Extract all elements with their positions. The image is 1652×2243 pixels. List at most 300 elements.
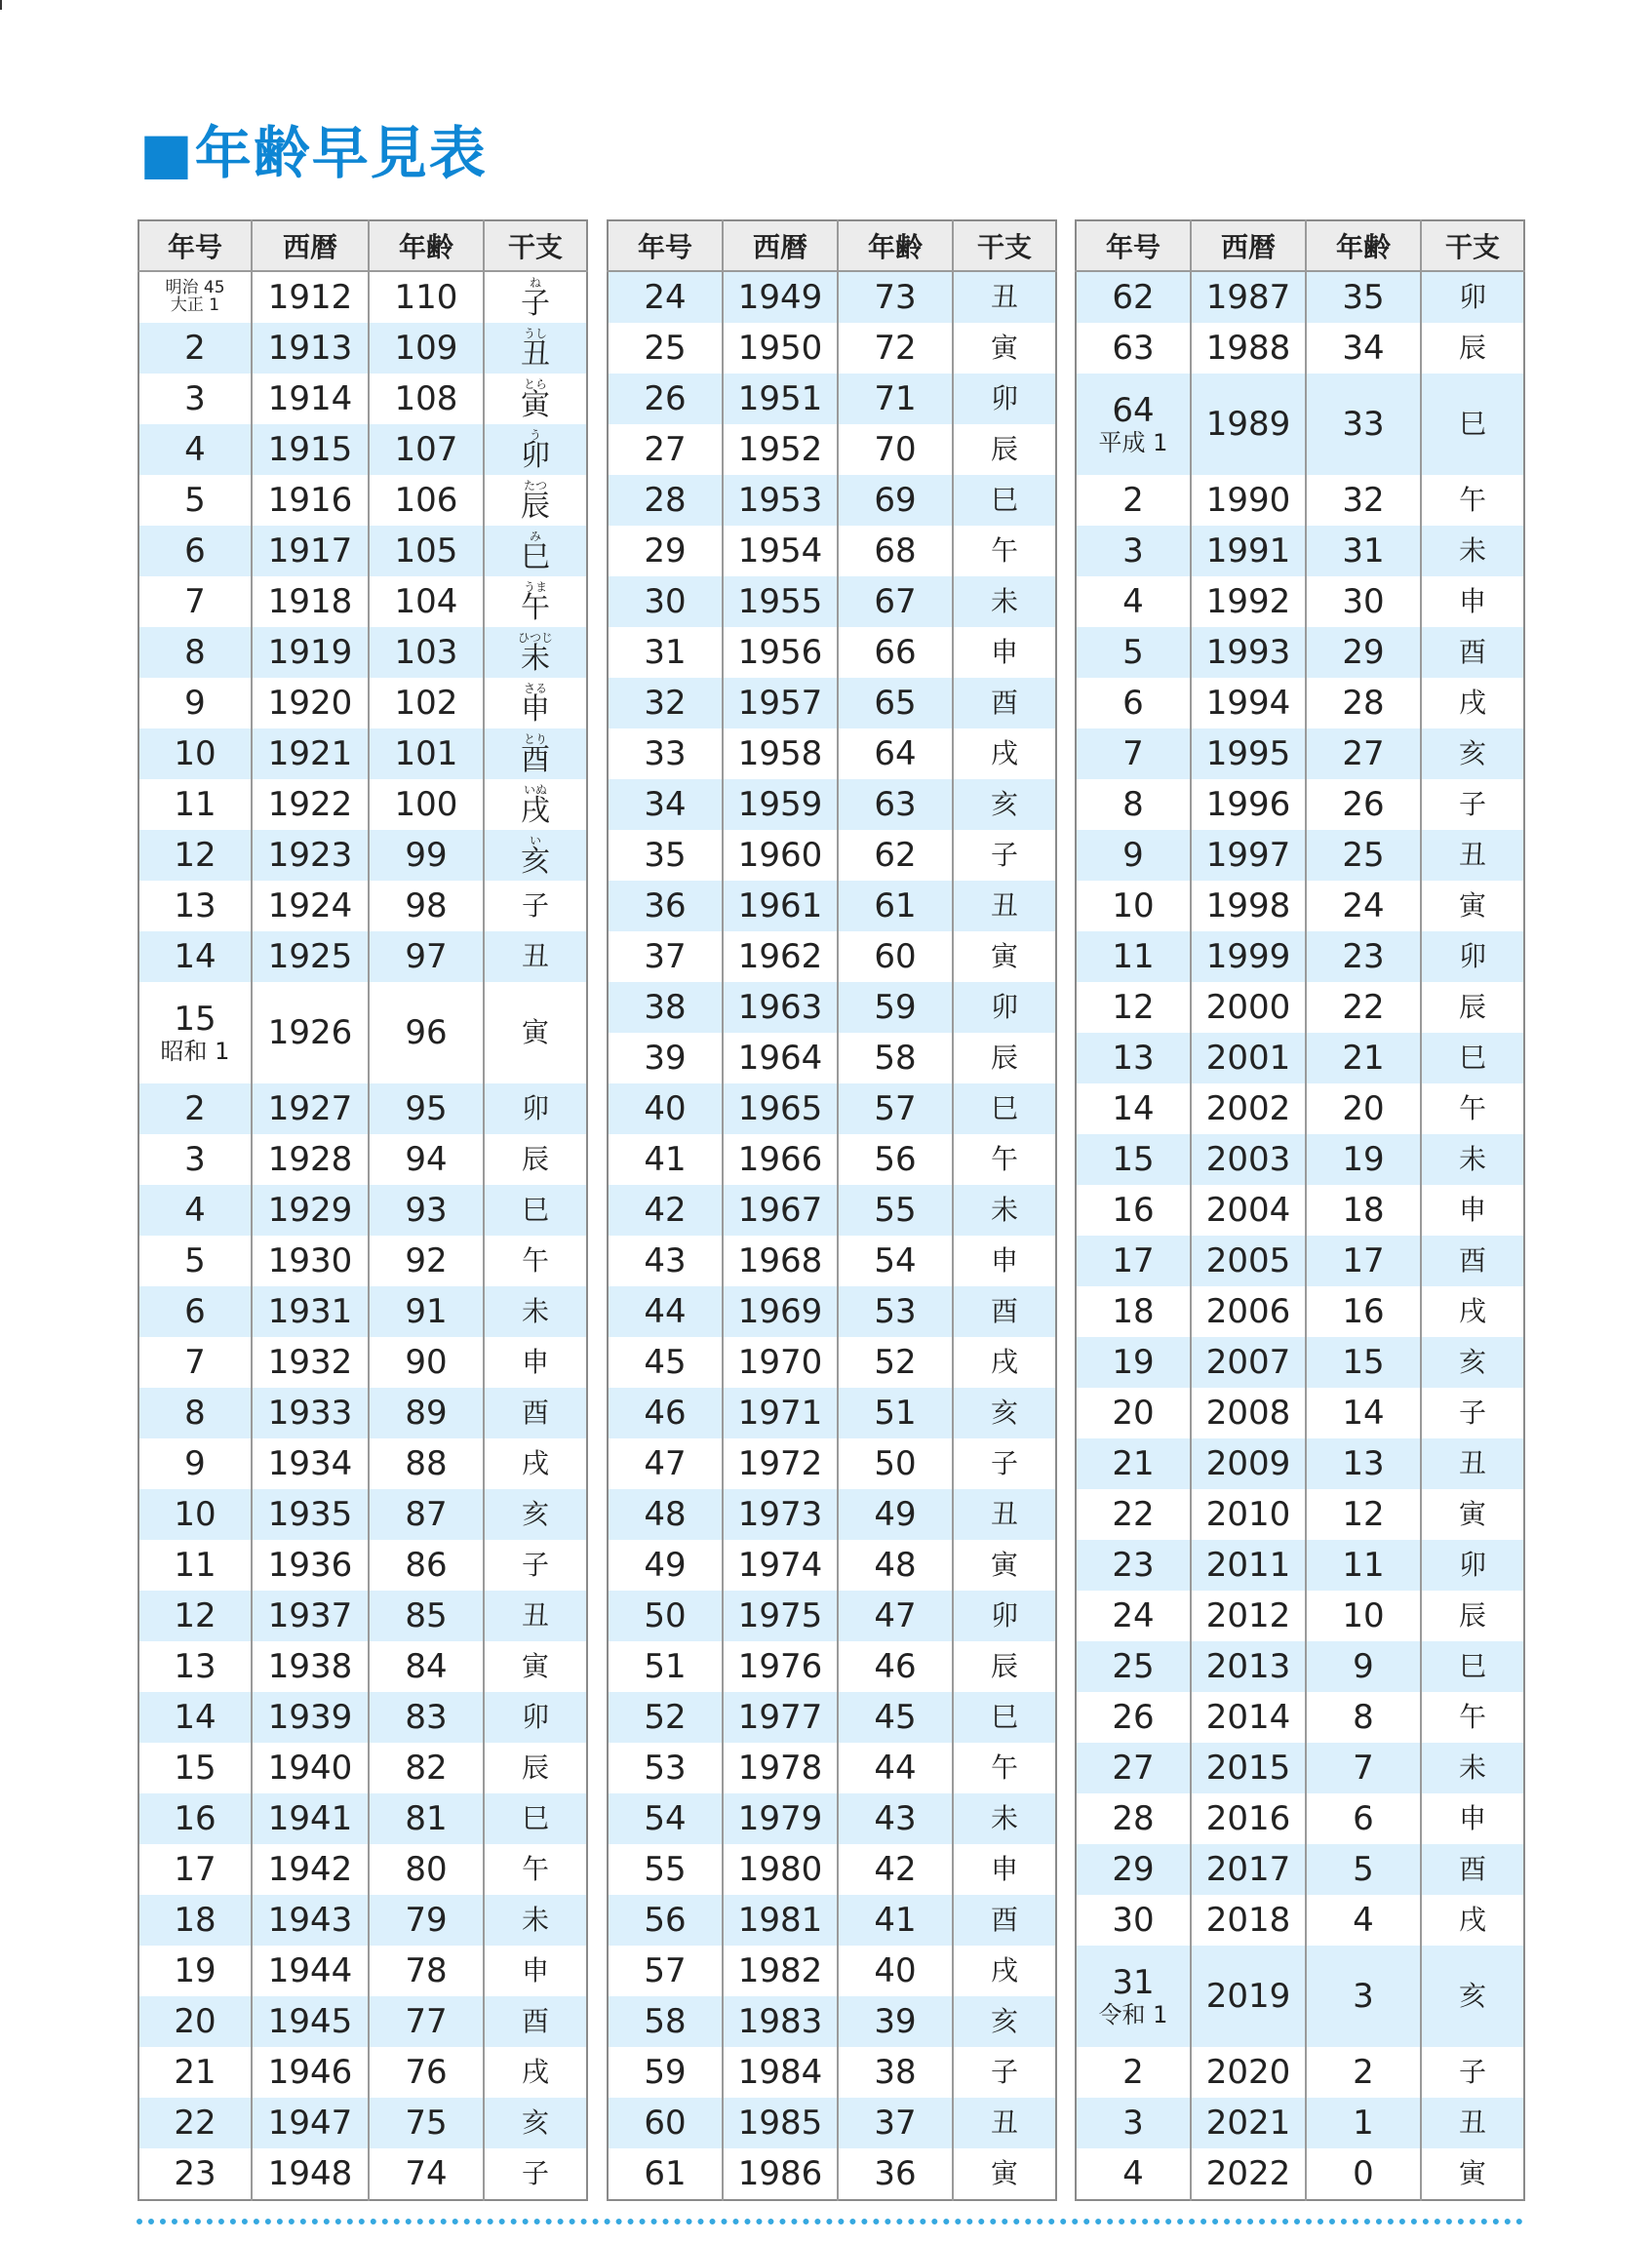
cell-era	[138, 1743, 252, 1793]
era-number: 18	[174, 1901, 216, 1940]
table-row	[608, 830, 1056, 881]
era-number: 7	[184, 582, 206, 621]
era-number: 3	[1122, 2104, 1144, 2143]
table-row	[608, 1337, 1056, 1388]
cell-era	[138, 323, 252, 374]
cell-kanshi: 子	[990, 1447, 1018, 1479]
cell-era	[1076, 1844, 1191, 1895]
cell-year: 1965	[723, 1083, 838, 1134]
table-row	[138, 2098, 587, 2148]
cell-age: 100	[369, 779, 484, 830]
cell-age: 43	[838, 1793, 953, 1844]
cell-era	[1076, 1641, 1191, 1692]
cell-kanshi: 卯	[953, 1591, 1056, 1641]
era-number: 13	[1112, 1039, 1155, 1078]
cell-era	[608, 1083, 723, 1134]
cell-age: 40	[838, 1946, 953, 1996]
era-number: 3	[1122, 531, 1144, 571]
cell-kanshi: 巳	[953, 475, 1056, 526]
cell-kanshi: 未	[953, 1185, 1056, 1236]
cell-age: 105	[369, 526, 484, 576]
cell-era	[138, 627, 252, 678]
era-number: 53	[644, 1749, 687, 1788]
cell-kanshi: 亥	[1421, 1946, 1524, 2047]
cell-kanshi: 卯	[1421, 931, 1524, 982]
cell-age: 91	[369, 1286, 484, 1337]
era-number: 43	[644, 1241, 687, 1280]
cell-era	[138, 1489, 252, 1540]
cell-year: 1975	[723, 1591, 838, 1641]
cell-age: 30	[1306, 576, 1421, 627]
table-row	[1076, 1895, 1524, 1946]
cell-age: 81	[369, 1793, 484, 1844]
cell-kanshi: 巳	[484, 1793, 587, 1844]
cell-kanshi: 申	[521, 1954, 549, 1987]
cell-year: 2005	[1191, 1236, 1306, 1286]
cell-year: 2006	[1191, 1286, 1306, 1337]
cell-age: 86	[369, 1540, 484, 1591]
cell-kanshi: 午	[990, 1751, 1018, 1784]
cell-kanshi: 寅	[521, 1016, 549, 1048]
table-row	[138, 1844, 587, 1895]
era-number: 22	[174, 2104, 216, 2143]
table-row	[1076, 1134, 1524, 1185]
table-row	[138, 830, 587, 881]
cell-era	[608, 1996, 723, 2047]
era-number: 10	[1112, 886, 1155, 925]
furigana: うし	[523, 326, 547, 340]
table-row	[608, 526, 1056, 576]
cell-kanshi: 丑	[953, 2098, 1056, 2148]
cell-kanshi: 戌	[990, 1346, 1018, 1378]
table-row	[608, 1793, 1056, 1844]
age-table-3	[1075, 219, 1525, 2201]
cell-era	[138, 1793, 252, 1844]
new-era-label: 平成 1	[1098, 429, 1168, 456]
cell-kanshi: 辰	[990, 433, 1018, 465]
cell-kanshi: 丑	[953, 1489, 1056, 1540]
cell-kanshi: 寅	[1458, 1498, 1486, 1530]
table-row	[138, 1641, 587, 1692]
cell-kanshi: 巳	[484, 1185, 587, 1236]
cell-era	[608, 323, 723, 374]
furigana: とら	[523, 376, 547, 391]
kanshi-char: 巳	[521, 539, 550, 574]
table-row	[608, 1591, 1056, 1641]
cell-year: 1930	[252, 1236, 369, 1286]
cell-year: 1919	[252, 627, 369, 678]
cell-age: 101	[369, 728, 484, 779]
cell-year: 1937	[252, 1591, 369, 1641]
table-row	[138, 1388, 587, 1438]
cell-year: 1915	[252, 424, 369, 475]
cell-era	[608, 2047, 723, 2098]
cell-age: 66	[838, 627, 953, 678]
cell-kanshi: 子	[990, 2056, 1018, 2088]
cell-kanshi: 亥	[953, 779, 1056, 830]
era-number: 28	[1112, 1799, 1155, 1838]
cell-kanshi: 亥	[484, 1489, 587, 1540]
cell-era	[1076, 1489, 1191, 1540]
era-number: 5	[184, 1241, 206, 1280]
table-row	[1076, 576, 1524, 627]
cell-kanshi: 未	[1421, 1134, 1524, 1185]
cell-age: 25	[1306, 830, 1421, 881]
era-number: 26	[644, 379, 687, 418]
table-row	[1076, 1236, 1524, 1286]
cell-era	[1076, 982, 1191, 1033]
table-row	[138, 1540, 587, 1591]
cell-age: 16	[1306, 1286, 1421, 1337]
cell-era	[138, 678, 252, 728]
cell-age: 38	[838, 2047, 953, 2098]
cell-era	[608, 1793, 723, 1844]
cell-age: 73	[838, 271, 953, 323]
era-number: 20	[174, 2002, 216, 2041]
cell-year: 1981	[723, 1895, 838, 1946]
cell-era	[608, 1236, 723, 1286]
era-number: 19	[1112, 1343, 1155, 1382]
cell-kanshi: 戌	[1458, 1904, 1486, 1936]
table-row	[608, 2148, 1056, 2200]
table-row	[138, 475, 587, 526]
cell-age: 13	[1306, 1438, 1421, 1489]
cell-age: 64	[838, 728, 953, 779]
cell-kanshi: 未	[484, 1895, 587, 1946]
table-row	[138, 576, 587, 627]
cell-age: 108	[369, 374, 484, 424]
era-number: 4	[1122, 582, 1144, 621]
furigana: うま	[523, 579, 547, 594]
table-row	[138, 1946, 587, 1996]
cell-age: 82	[369, 1743, 484, 1793]
cell-year: 2012	[1191, 1591, 1306, 1641]
cell-year: 1933	[252, 1388, 369, 1438]
cell-year: 2016	[1191, 1793, 1306, 1844]
cell-kanshi: 申	[1458, 1802, 1486, 1834]
cell-kanshi: 亥	[1421, 1337, 1524, 1388]
cell-era	[138, 2098, 252, 2148]
era-number: 60	[644, 2104, 687, 2143]
table-row	[608, 728, 1056, 779]
cell-age: 54	[838, 1236, 953, 1286]
cell-year: 1955	[723, 576, 838, 627]
new-era-label: 昭和 1	[160, 1038, 230, 1065]
table-row	[138, 1134, 587, 1185]
cell-age: 0	[1306, 2148, 1421, 2200]
cell-year: 1963	[723, 982, 838, 1033]
cell-year: 1958	[723, 728, 838, 779]
era-number: 14	[174, 937, 216, 976]
cell-era	[1076, 1946, 1191, 2047]
furigana: たつ	[523, 478, 547, 492]
cell-year: 2021	[1191, 2098, 1306, 2148]
cell-era	[1076, 1692, 1191, 1743]
cell-era	[1076, 374, 1191, 475]
table-row	[138, 779, 587, 830]
cell-era	[138, 271, 252, 323]
cell-kanshi: 辰	[1458, 991, 1486, 1023]
table-row	[1076, 931, 1524, 982]
cell-kanshi: 未	[953, 1793, 1056, 1844]
cell-age: 75	[369, 2098, 484, 2148]
era-number: 20	[1112, 1394, 1155, 1433]
table-row	[1076, 1692, 1524, 1743]
cell-age: 65	[838, 678, 953, 728]
cell-kanshi: 卯	[484, 1692, 587, 1743]
cell-age: 61	[838, 881, 953, 931]
cell-age: 68	[838, 526, 953, 576]
era-number: 48	[644, 1495, 687, 1534]
cell-year: 1959	[723, 779, 838, 830]
cell-kanshi: 未	[953, 576, 1056, 627]
cell-kanshi: 申	[990, 1244, 1018, 1277]
cell-year: 2000	[1191, 982, 1306, 1033]
cell-kanshi: 酉	[484, 1388, 587, 1438]
cell-year: 1983	[723, 1996, 838, 2047]
cell-age: 36	[838, 2148, 953, 2200]
table-row	[608, 1895, 1056, 1946]
cell-age: 42	[838, 1844, 953, 1895]
era-number: 15	[1112, 1140, 1155, 1179]
cell-kanshi: 申	[1458, 585, 1486, 617]
cell-era	[1076, 1337, 1191, 1388]
table-row	[1076, 881, 1524, 931]
table-row	[1076, 1388, 1524, 1438]
era-number: 29	[1112, 1850, 1155, 1889]
era-number: 35	[644, 836, 687, 875]
era-number: 56	[644, 1901, 687, 1940]
cell-year: 1982	[723, 1946, 838, 1996]
era-number: 6	[184, 531, 206, 571]
cell-era	[138, 1134, 252, 1185]
era-number: 12	[174, 836, 216, 875]
header-kanshi: 干支	[484, 220, 587, 271]
table-row	[138, 2148, 587, 2200]
cell-year: 1961	[723, 881, 838, 931]
cell-era	[608, 830, 723, 881]
cell-kanshi: 未	[1421, 1743, 1524, 1793]
era-number: 61	[644, 2154, 687, 2193]
cell-kanshi: 卯	[953, 982, 1056, 1033]
cell-year: 1939	[252, 1692, 369, 1743]
furigana: いぬ	[523, 782, 547, 797]
era-number: 14	[1112, 1089, 1155, 1128]
cell-kanshi	[484, 475, 587, 526]
cell-year: 1997	[1191, 830, 1306, 881]
cell-age: 10	[1306, 1591, 1421, 1641]
kanshi-char: 卯	[521, 438, 550, 473]
cell-kanshi: 巳	[953, 1083, 1056, 1134]
table-row	[138, 627, 587, 678]
cell-era	[608, 728, 723, 779]
cell-age: 17	[1306, 1236, 1421, 1286]
table-row	[138, 1185, 587, 1236]
table-row	[138, 1286, 587, 1337]
cell-era	[1076, 475, 1191, 526]
table-row	[1076, 627, 1524, 678]
cell-year: 2003	[1191, 1134, 1306, 1185]
era-number: 17	[1112, 1241, 1155, 1280]
cell-kanshi: 午	[1458, 484, 1486, 516]
cell-kanshi	[484, 526, 587, 576]
cell-era	[138, 2148, 252, 2200]
cell-era	[1076, 271, 1191, 323]
cell-age: 72	[838, 323, 953, 374]
table-row	[608, 271, 1056, 323]
cell-age: 62	[838, 830, 953, 881]
cell-year: 2010	[1191, 1489, 1306, 1540]
cell-kanshi: 戌	[521, 2056, 549, 2088]
cell-year: 1951	[723, 374, 838, 424]
era-number: 58	[644, 2002, 687, 2041]
era-number: 4	[184, 1191, 206, 1230]
era-number: 8	[184, 1394, 206, 1433]
table-row	[608, 1844, 1056, 1895]
cell-age: 7	[1306, 1743, 1421, 1793]
era-number: 22	[1112, 1495, 1155, 1534]
cell-age: 50	[838, 1438, 953, 1489]
cell-kanshi: 子	[1458, 2056, 1486, 2088]
cell-year: 2008	[1191, 1388, 1306, 1438]
cell-era	[138, 1946, 252, 1996]
cell-year: 1932	[252, 1337, 369, 1388]
cell-year: 1940	[252, 1743, 369, 1793]
era-number: 52	[644, 1698, 687, 1737]
cell-age: 58	[838, 1033, 953, 1083]
cell-year: 2015	[1191, 1743, 1306, 1793]
cell-kanshi: 戌	[521, 1447, 549, 1479]
era-number: 27	[1112, 1749, 1155, 1788]
cell-year: 1984	[723, 2047, 838, 2098]
table-row	[608, 374, 1056, 424]
cell-kanshi: 寅	[1458, 2157, 1486, 2189]
cell-era	[608, 1337, 723, 1388]
table-row	[138, 1692, 587, 1743]
cell-era	[138, 1337, 252, 1388]
cell-kanshi: 丑	[1421, 830, 1524, 881]
cell-era	[1076, 2148, 1191, 2200]
cell-age: 56	[838, 1134, 953, 1185]
cell-era	[138, 931, 252, 982]
header-age: 年齢	[1306, 220, 1421, 271]
cell-year: 1936	[252, 1540, 369, 1591]
era-number: 9	[184, 684, 206, 723]
kanshi-with-reading	[521, 531, 550, 572]
cell-age: 89	[369, 1388, 484, 1438]
kanshi-char: 戌	[521, 793, 550, 828]
cell-age: 98	[369, 881, 484, 931]
cell-year: 1923	[252, 830, 369, 881]
era-number: 46	[644, 1394, 687, 1433]
crop-mark	[0, 0, 2, 10]
era-number: 7	[1122, 734, 1144, 773]
table-row	[1076, 323, 1524, 374]
era-number: 13	[174, 1647, 216, 1686]
header-era: 年号	[608, 220, 723, 271]
cell-age: 77	[369, 1996, 484, 2047]
cell-kanshi: 未	[484, 1286, 587, 1337]
cell-year: 2004	[1191, 1185, 1306, 1236]
cell-year: 1988	[1191, 323, 1306, 374]
cell-kanshi: 辰	[521, 1143, 549, 1175]
cell-era	[138, 1641, 252, 1692]
cell-kanshi	[484, 830, 587, 881]
cell-age: 34	[1306, 323, 1421, 374]
cell-age: 22	[1306, 982, 1421, 1033]
cell-year: 1973	[723, 1489, 838, 1540]
cell-era	[608, 1743, 723, 1793]
cell-year: 1994	[1191, 678, 1306, 728]
cell-age: 67	[838, 576, 953, 627]
cell-kanshi: 子	[521, 1549, 549, 1581]
era-number: 50	[644, 1596, 687, 1635]
cell-year: 1941	[252, 1793, 369, 1844]
table-row	[138, 1489, 587, 1540]
cell-kanshi	[484, 627, 587, 678]
table-row	[608, 2047, 1056, 2098]
cell-year: 1931	[252, 1286, 369, 1337]
furigana: とり	[523, 731, 547, 746]
cell-age: 1	[1306, 2098, 1421, 2148]
cell-year: 1917	[252, 526, 369, 576]
cell-kanshi: 辰	[990, 1042, 1018, 1074]
cell-kanshi: 巳	[953, 1692, 1056, 1743]
table-row	[608, 576, 1056, 627]
cell-era	[1076, 1743, 1191, 1793]
era-number: 21	[1112, 1444, 1155, 1483]
cell-kanshi: 子	[521, 889, 549, 922]
cell-era	[1076, 1793, 1191, 1844]
cell-year: 1944	[252, 1946, 369, 1996]
cell-era	[1076, 728, 1191, 779]
table-row	[1076, 475, 1524, 526]
dotted-divider	[137, 2219, 1523, 2224]
table-row	[138, 931, 587, 982]
cell-kanshi: 申	[990, 1853, 1018, 1885]
cell-year: 1993	[1191, 627, 1306, 678]
furigana: う	[529, 427, 541, 442]
table-row	[608, 1641, 1056, 1692]
cell-year: 1966	[723, 1134, 838, 1185]
kanshi-char: 辰	[521, 489, 550, 524]
cell-era	[138, 424, 252, 475]
cell-kanshi: 酉	[1421, 1844, 1524, 1895]
cell-era	[1076, 323, 1191, 374]
table-row	[608, 1286, 1056, 1337]
kanshi-char: 子	[521, 286, 550, 321]
cell-age: 27	[1306, 728, 1421, 779]
cell-kanshi: 辰	[1458, 1599, 1486, 1632]
new-era-label: 令和 1	[1098, 2001, 1168, 2028]
era-number: 10	[174, 734, 216, 773]
era-number: 15	[174, 1000, 216, 1039]
cell-age: 33	[1306, 374, 1421, 475]
cell-era	[1076, 678, 1191, 728]
cell-kanshi	[484, 779, 587, 830]
table-row	[608, 323, 1056, 374]
table-row	[138, 881, 587, 931]
cell-year: 1957	[723, 678, 838, 728]
era-number: 3	[184, 379, 206, 418]
cell-year: 1952	[723, 424, 838, 475]
cell-era	[138, 1692, 252, 1743]
cell-era	[608, 2148, 723, 2200]
table-row	[608, 1033, 1056, 1083]
cell-year: 1918	[252, 576, 369, 627]
era-number: 45	[644, 1343, 687, 1382]
cell-kanshi: 辰	[521, 1751, 549, 1784]
